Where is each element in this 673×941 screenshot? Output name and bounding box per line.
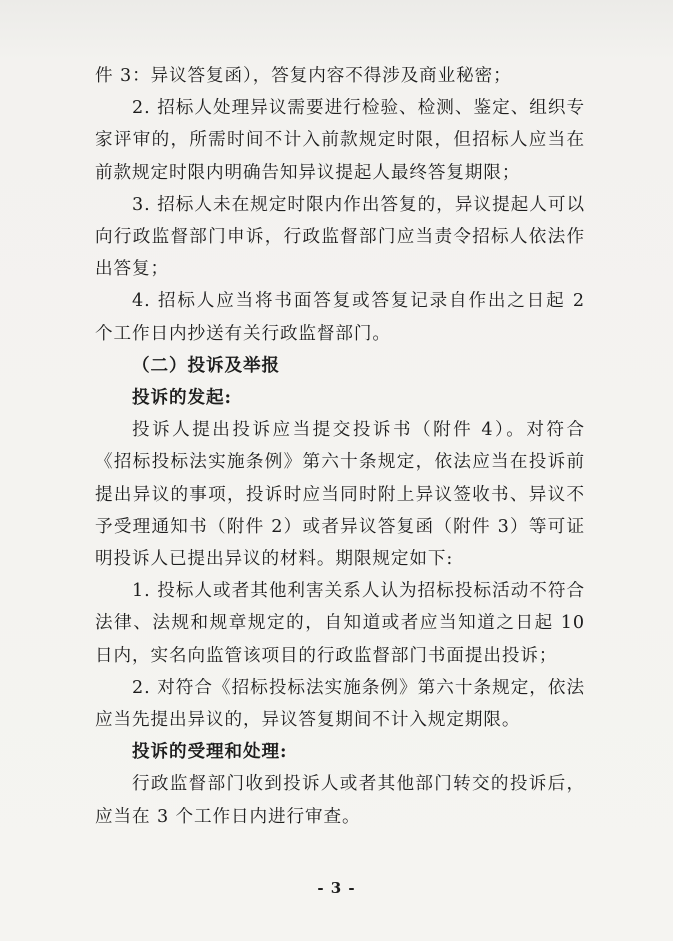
document-body	[95, 60, 585, 833]
section-heading-complaints-and-reports: （二）投诉及举报	[132, 354, 280, 376]
paragraph-deadline-item-2: 2. 对符合《招标投标法实施条例》第六十条规定，依法应当先提出异议的，异议答复期间不计入规定期限。	[95, 677, 585, 731]
paragraph-item-2-inspection-time: 2. 招标人处理异议需要进行检验、检测、鉴定、组织专家评审的，所需时间不计入前款规定时限，但招标人应当在前款规定时限内明确告知异议提起人最终答复期限；	[95, 98, 585, 183]
paragraph-deadline-item-1: 1. 投标人或者其他利害关系人认为招标投标活动不符合法律、法规和规章规定的，自知道或者应当知道之日起 10 日内，实名向监管该项目的行政监督部门书面提出投诉；	[95, 581, 585, 666]
paragraph-complaint-submission: 投诉人提出投诉应当提交投诉书（附件 4）。对符合《招标投标法实施条例》第六十条规定，依法应当在投诉前提出异议的事项，投诉时应当同时附上异议签收书、异议不予受理通知书（附件 2）或者异议答复函（附件 3）等可证明投诉人已提出异议的材料。期限规定如下:	[95, 420, 585, 570]
paragraph-item-3-appeal: 3. 招标人未在规定时限内作出答复的，异议提起人可以向行政监督部门申诉，行政监督部门应当责令招标人依法作出答复；	[95, 194, 585, 280]
subheading-complaint-initiation: 投诉的发起:	[132, 387, 232, 409]
subheading-complaint-handling: 投诉的受理和处理:	[132, 741, 288, 763]
paragraph-review-period: 行政监督部门收到投诉人或者其他部门转交的投诉后，应当在 3 个工作日内进行审查。	[95, 774, 585, 827]
paragraph-continuation-attachment-3: 件 3：异议答复函），答复内容不得涉及商业秘密；	[95, 66, 512, 86]
paragraph-item-4-written-reply: 4. 招标人应当将书面答复或答复记录自作出之日起 2 个工作日内抄送有关行政监督部门。	[95, 291, 585, 344]
page-number: - 3 -	[317, 879, 356, 897]
